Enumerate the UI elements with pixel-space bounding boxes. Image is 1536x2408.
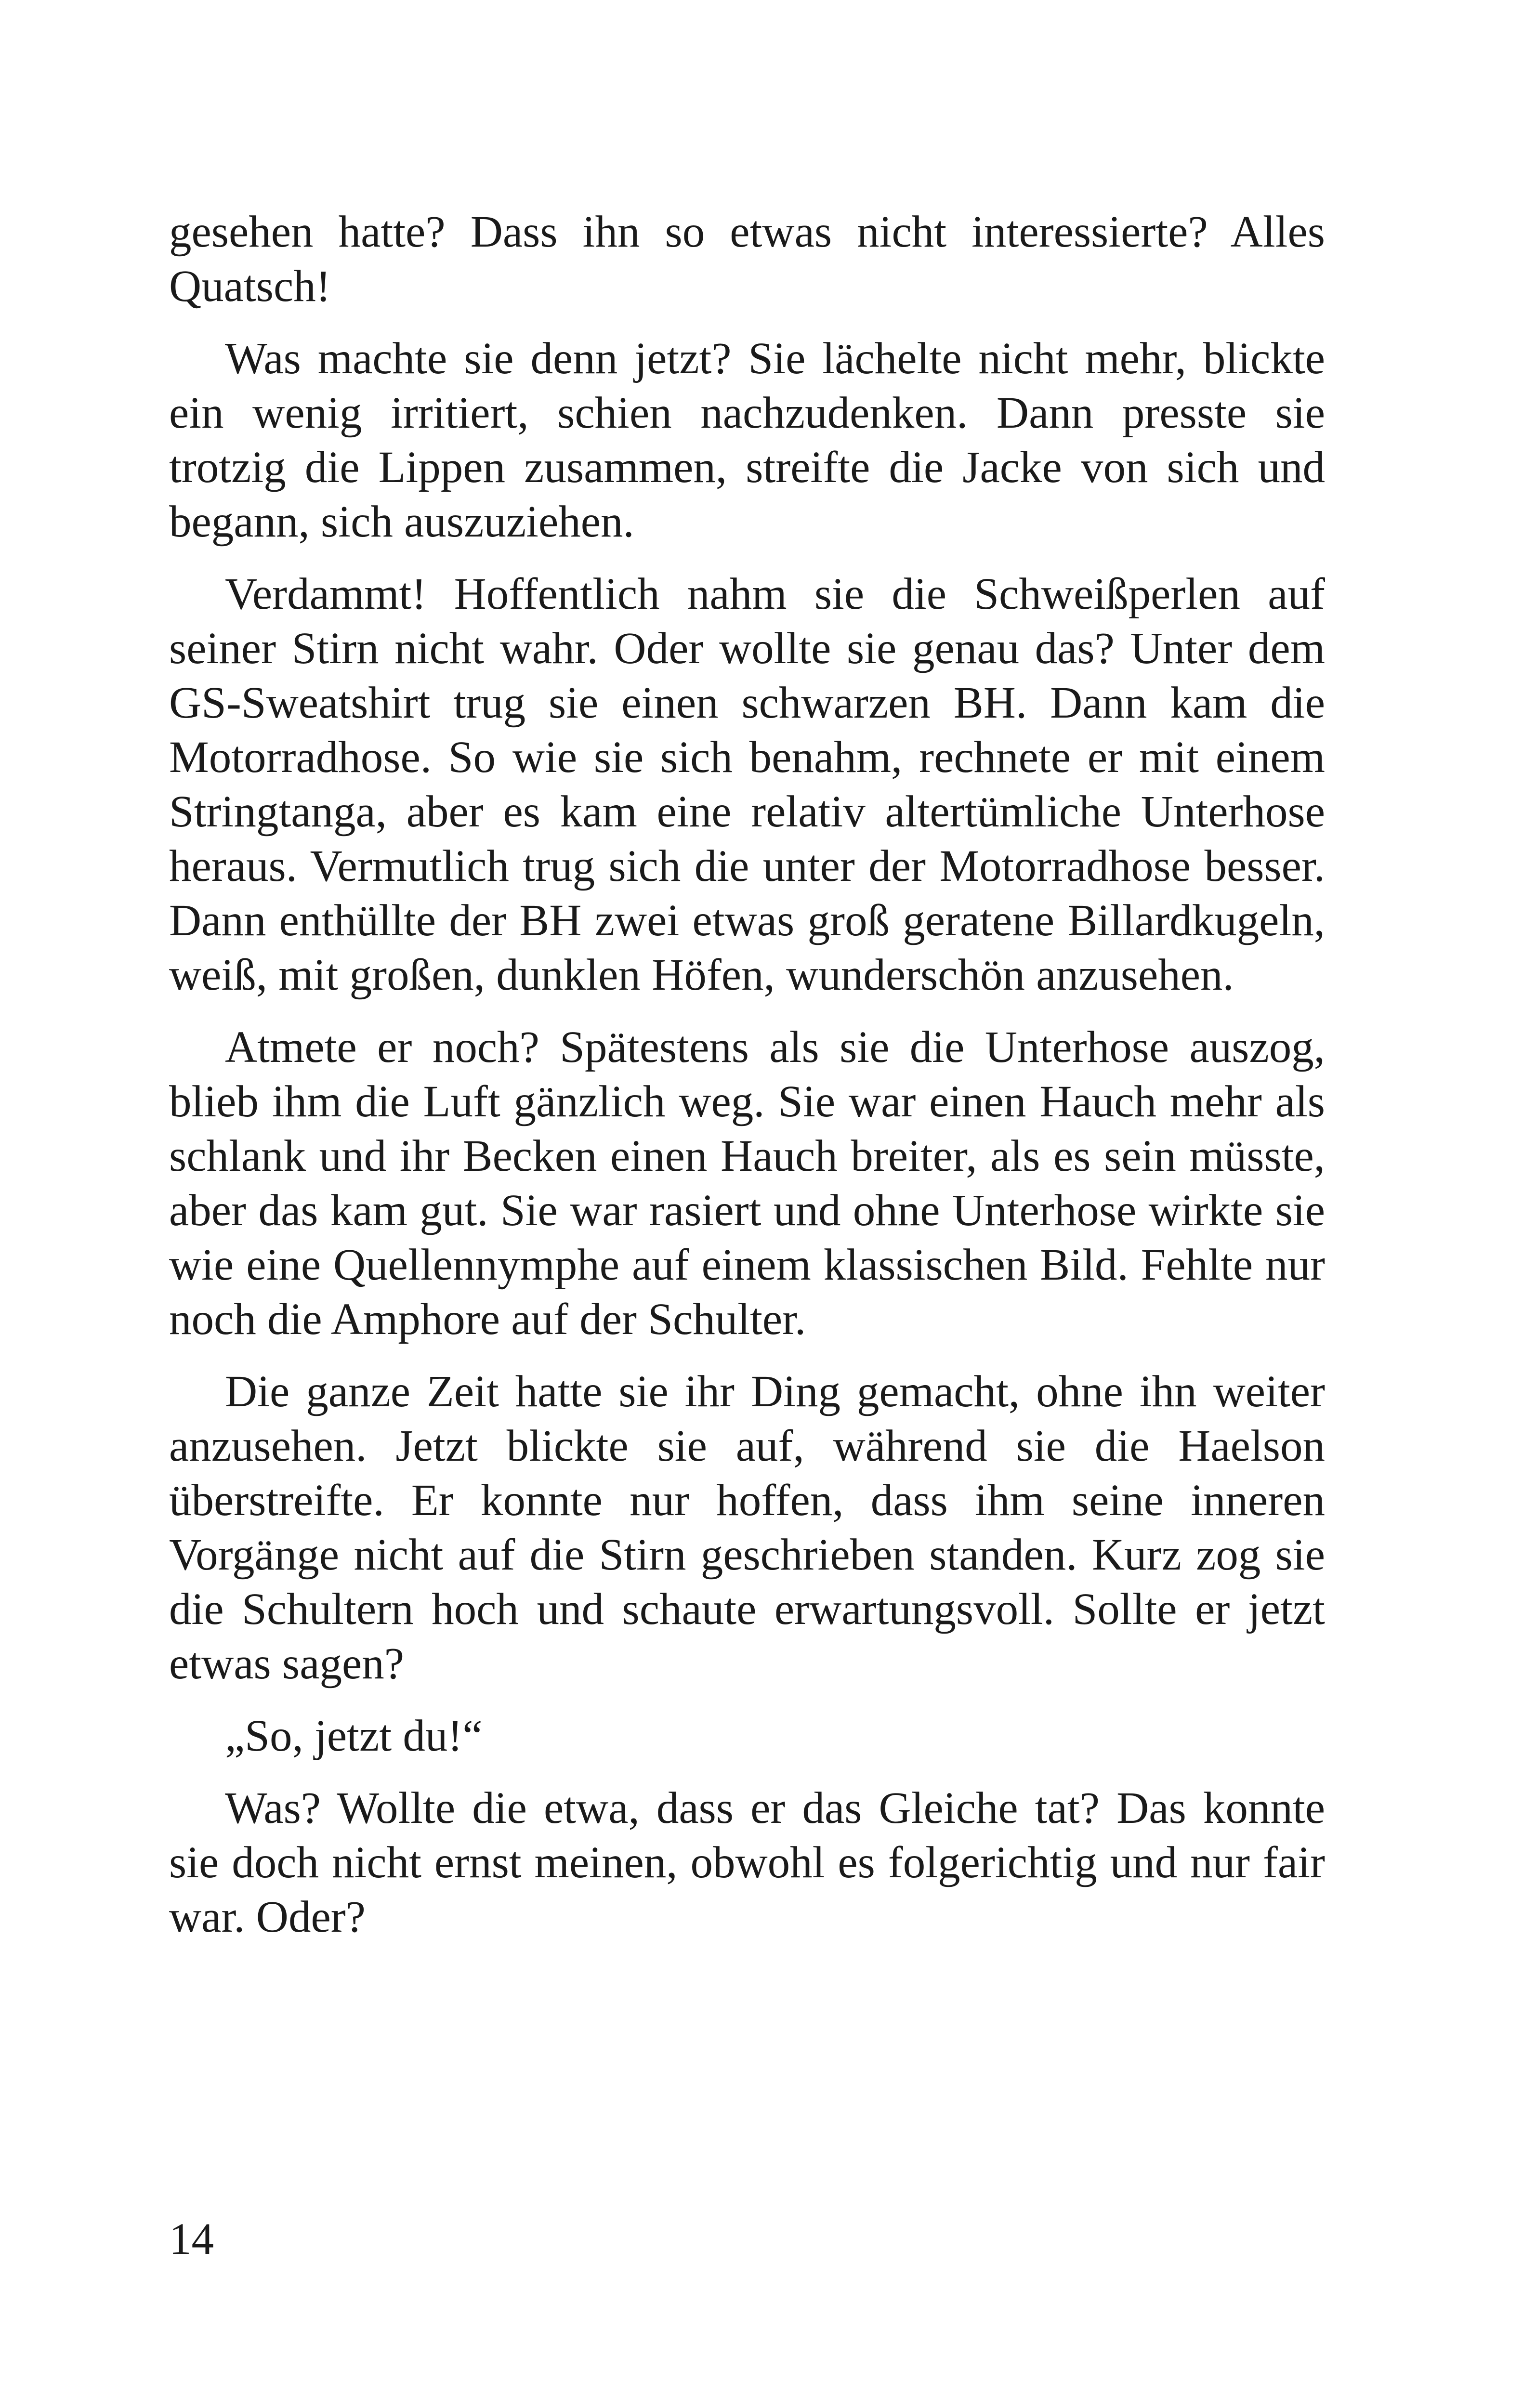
page-body [169, 205, 1325, 1962]
paragraph-1: gesehen hatte? Dass ihn so etwas nicht interessierte? Alles Quatsch! [169, 207, 1325, 311]
paragraph-6: „So, jetzt du!“ [225, 1711, 483, 1761]
page-number: 14 [169, 2214, 214, 2264]
paragraph-2: Was machte sie denn jetzt? Sie lächelte nicht mehr, blickte ein wenig irritiert, schien nachzudenken. Dann presste sie trotzig die Lippen zusammen, streifte die Jacke von sich und begann, sich auszuziehen. [169, 334, 1325, 547]
paragraph-3: Verdammt! Hoffentlich nahm sie die Schweißperlen auf seiner Stirn nicht wahr. Oder wollte sie genau das? Unter dem GS-Sweatshirt trug sie einen schwarzen BH. Dann kam die Motorradhose. So wie sie sich benahm, rechnete er mit einem Stringtanga, aber es kam eine relativ altertümliche Unterhose heraus. Vermutlich trug sich die unter der Motorradhose besser. Dann enthüllte der BH zwei etwas groß geratene Billardkugeln, weiß, mit großen, dunklen Höfen, wunderschön anzusehen. [169, 569, 1325, 1000]
paragraph-7: Was? Wollte die etwa, dass er das Gleiche tat? Das konnte sie doch nicht ernst meinen, obwohl es folgerichtig und nur fair war. Oder? [169, 1783, 1325, 1942]
paragraph-5: Die ganze Zeit hatte sie ihr Ding gemacht, ohne ihn weiter anzusehen. Jetzt blickte sie auf, während sie die Haelson überstreifte. Er konnte nur hoffen, dass ihm seine inneren Vorgänge nicht auf die Stirn geschrieben standen. Kurz zog sie die Schultern hoch und schaute erwartungsvoll. Sollte er jetzt etwas sagen? [169, 1367, 1325, 1688]
paragraph-4: Atmete er noch? Spätestens als sie die Unterhose auszog, blieb ihm die Luft gänzlich weg. Sie war einen Hauch mehr als schlank und ihr Becken einen Hauch breiter, als es sein müsste, aber das kam gut. Sie war rasiert und ohne Unterhose wirkte sie wie eine Quellennymphe auf einem klassischen Bild. Fehlte nur noch die Amphore auf der Schulter. [169, 1022, 1325, 1344]
